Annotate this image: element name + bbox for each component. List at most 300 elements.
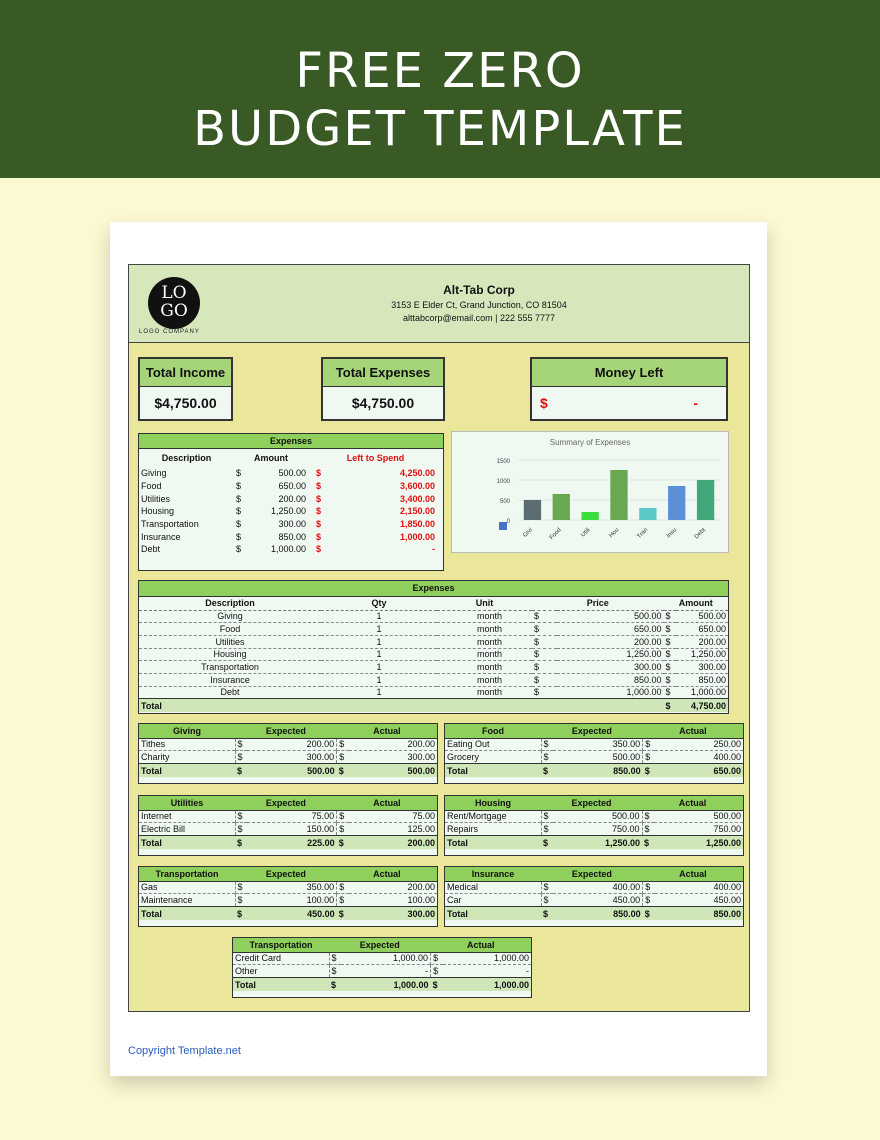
detail-amount-dollar: $ — [665, 649, 671, 660]
summary-left-value: 1,000.00 — [399, 531, 435, 542]
category-name: Transportation — [249, 939, 313, 950]
category-row — [139, 894, 437, 907]
chart-svg — [452, 432, 728, 552]
category-total-label: Total — [445, 763, 541, 777]
category-expected-header: Expected — [265, 725, 306, 736]
category-actual-dollar: $ — [337, 810, 349, 823]
category-item: Charity — [141, 752, 170, 763]
category-total-label: Total — [445, 906, 541, 920]
summary-amount: 500.00 — [278, 468, 306, 479]
summary-amount: 300.00 — [278, 519, 306, 530]
category-row — [445, 810, 743, 823]
category-expected-header: Expected — [359, 939, 400, 950]
detail-amount: 650.00 — [698, 624, 726, 635]
detail-amount: 500.00 — [698, 611, 726, 622]
category-actual-header: Actual — [373, 797, 401, 808]
detail-qty: 1 — [376, 624, 382, 635]
category-expected-header: Expected — [571, 725, 612, 736]
chart-x-label: Insu — [665, 527, 679, 540]
category-actual-header: Actual — [373, 868, 401, 879]
category-total-row — [139, 763, 437, 777]
summary-amount: 850.00 — [278, 531, 306, 542]
summary-desc: Housing — [141, 506, 175, 517]
detail-amount: 200.00 — [698, 636, 726, 647]
detail-row — [139, 610, 728, 623]
category-total-row — [445, 906, 743, 920]
detail-price: 200.00 — [633, 636, 662, 647]
category-expected: 400.00 — [612, 882, 641, 893]
category-item: Car — [447, 895, 462, 906]
company-name: Alt-Tab Corp — [443, 283, 515, 297]
detail-amount: 850.00 — [698, 674, 726, 685]
chart-x-label: Food — [548, 527, 563, 542]
category-expected: 450.00 — [612, 895, 641, 906]
summary-desc: Debt — [141, 544, 161, 555]
category-total-e-dollar: $ — [235, 763, 247, 777]
category-actual-header: Actual — [679, 868, 707, 879]
summary-dollar: $ — [236, 493, 242, 504]
logo-text-1: LO — [161, 283, 187, 303]
detail-qty: 1 — [376, 662, 382, 673]
summary-left-dollar: $ — [316, 519, 322, 530]
chart-x-label: Utili — [580, 527, 592, 539]
category-name: Insurance — [471, 868, 515, 879]
detail-desc: Housing — [213, 649, 247, 660]
summary-left-value: - — [432, 544, 435, 555]
category-actual-dollar: $ — [337, 738, 349, 751]
category-expected-dollar: $ — [541, 738, 553, 751]
money-left-value: - — [693, 395, 698, 411]
category-actual-dollar: $ — [643, 881, 655, 894]
money-left-value-row — [532, 387, 726, 419]
summary-desc: Insurance — [141, 531, 181, 542]
logo-text-2: GO — [160, 301, 188, 321]
summary-amount: 1,000.00 — [270, 544, 306, 555]
category-actual-dollar: $ — [431, 965, 443, 978]
category-expected-header: Expected — [571, 868, 612, 879]
detail-desc: Giving — [217, 611, 243, 622]
detail-qty: 1 — [376, 674, 382, 685]
detail-row — [139, 623, 728, 636]
detail-unit: month — [476, 649, 502, 660]
category-total-a-dollar: $ — [643, 763, 655, 777]
money-left-card — [530, 357, 728, 421]
chart-title: Summary of Expenses — [549, 438, 631, 447]
detail-qty: 1 — [376, 649, 382, 660]
category-expected-dollar: $ — [329, 952, 341, 965]
category-row — [445, 738, 743, 751]
detail-price-dollar: $ — [534, 674, 540, 685]
category-actual: 750.00 — [713, 824, 741, 835]
detail-price: 1,000.00 — [626, 687, 662, 698]
category-expected: 350.00 — [612, 739, 641, 750]
detail-price-dollar: $ — [534, 624, 540, 635]
category-item: Rent/Mortgage — [447, 811, 507, 822]
category-actual: 450.00 — [713, 895, 741, 906]
detail-total-dollar: $ — [664, 699, 676, 712]
summary-header-left: Left to Spend — [346, 453, 405, 463]
category-table — [444, 866, 744, 927]
category-total-e-dollar: $ — [541, 835, 553, 849]
summary-desc: Food — [141, 481, 162, 492]
category-expected-header: Expected — [265, 797, 306, 808]
category-expected-dollar: $ — [541, 810, 553, 823]
category-actual: 100.00 — [407, 895, 435, 906]
detail-unit: month — [476, 611, 502, 622]
category-row — [233, 965, 531, 978]
detail-row — [139, 661, 728, 674]
category-total-expected: 1,250.00 — [553, 835, 642, 849]
detail-amount-dollar: $ — [665, 674, 671, 685]
company-header — [129, 265, 749, 343]
category-expected: 200.00 — [306, 739, 335, 750]
category-expected-dollar: $ — [541, 881, 553, 894]
category-expected: 100.00 — [306, 895, 335, 906]
category-actual: 300.00 — [407, 752, 435, 763]
detail-unit: month — [476, 687, 502, 698]
category-expected-dollar: $ — [541, 894, 553, 907]
category-actual: 75.00 — [412, 811, 435, 822]
category-row — [233, 952, 531, 965]
category-expected: 150.00 — [306, 824, 335, 835]
detail-price: 1,250.00 — [626, 649, 662, 660]
category-total-a-dollar: $ — [642, 835, 654, 849]
category-actual-header: Actual — [373, 725, 401, 736]
detail-row — [139, 648, 728, 661]
category-row — [445, 751, 743, 764]
detail-price: 500.00 — [633, 611, 662, 622]
detail-desc: Transportation — [201, 662, 259, 673]
category-expected: 350.00 — [306, 882, 335, 893]
category-item: Internet — [141, 811, 172, 822]
category-expected-dollar: $ — [329, 965, 341, 978]
category-expected-dollar: $ — [541, 823, 553, 836]
logo-company: LOGO COMPANY — [139, 329, 200, 335]
summary-row — [139, 530, 443, 543]
summary-row — [139, 518, 443, 531]
category-expected-dollar: $ — [235, 738, 247, 751]
summary-desc: Giving — [141, 468, 167, 479]
detail-amount-dollar: $ — [665, 624, 671, 635]
summary-left-dollar: $ — [316, 468, 322, 479]
category-total-actual: 650.00 — [655, 763, 743, 777]
detail-row — [139, 686, 728, 699]
detail-header-desc: Description — [205, 598, 255, 609]
chart-x-label: Tran — [636, 527, 650, 540]
detail-row — [139, 635, 728, 648]
category-total-actual: 500.00 — [349, 763, 437, 777]
category-total-expected: 1,000.00 — [341, 977, 431, 991]
category-row — [445, 894, 743, 907]
detail-row — [139, 673, 728, 686]
detail-header-unit: Unit — [475, 598, 494, 609]
category-total-expected: 850.00 — [553, 906, 643, 920]
category-name: Housing — [475, 797, 511, 808]
category-table — [444, 795, 744, 856]
category-total-label: Total — [139, 835, 235, 849]
category-expected-header: Expected — [571, 797, 612, 808]
category-table — [138, 795, 438, 856]
category-expected: 750.00 — [611, 824, 640, 835]
detail-amount-dollar: $ — [665, 662, 671, 673]
category-expected-dollar: $ — [235, 894, 247, 907]
category-actual-header: Actual — [679, 725, 707, 736]
chart-y-tick: 500 — [499, 499, 510, 505]
detail-desc: Utilities — [215, 636, 245, 647]
detail-qty: 1 — [376, 636, 382, 647]
summary-left-dollar: $ — [316, 506, 322, 517]
category-total-a-dollar: $ — [431, 977, 443, 991]
detail-unit: month — [476, 674, 502, 685]
category-total-label: Total — [233, 977, 329, 991]
category-total-e-dollar: $ — [329, 977, 341, 991]
category-row — [139, 810, 437, 823]
category-expected-dollar: $ — [235, 881, 247, 894]
expenses-detail-table — [138, 580, 729, 714]
summary-dollar: $ — [236, 468, 242, 479]
category-actual: 200.00 — [407, 739, 435, 750]
category-total-row — [445, 835, 743, 849]
chart-bar — [610, 470, 627, 520]
category-total-row — [139, 835, 437, 849]
summary-chart — [451, 431, 729, 553]
detail-qty: 1 — [376, 611, 382, 622]
summary-header-amount: Amount — [254, 453, 288, 463]
category-item: Eating Out — [447, 739, 490, 750]
category-actual-dollar: $ — [337, 881, 349, 894]
chart-x-label: Debt — [693, 527, 707, 541]
detail-amount: 300.00 — [698, 662, 726, 673]
total-income-label: Total Income — [140, 359, 231, 387]
category-name: Giving — [172, 725, 201, 736]
summary-dollar: $ — [236, 506, 242, 517]
document-page — [110, 222, 767, 1076]
category-total-expected: 850.00 — [553, 763, 643, 777]
chart-bar — [697, 480, 714, 520]
category-total-a-dollar: $ — [643, 906, 655, 920]
category-total-e-dollar: $ — [541, 906, 553, 920]
detail-price: 850.00 — [633, 674, 662, 685]
category-actual-dollar: $ — [337, 894, 349, 907]
category-total-a-dollar: $ — [337, 835, 349, 849]
chart-x-label: Givi — [522, 527, 534, 539]
category-expected: 300.00 — [306, 752, 335, 763]
expenses-summary-table — [138, 433, 444, 571]
detail-amount: 1,000.00 — [690, 687, 726, 698]
budget-sheet — [128, 264, 750, 1012]
category-item: Grocery — [447, 752, 480, 763]
banner — [0, 0, 880, 178]
category-total-actual: 1,000.00 — [443, 977, 531, 991]
category-item: Electric Bill — [141, 824, 186, 835]
summary-left-dollar: $ — [316, 493, 322, 504]
category-name: Transportation — [155, 868, 219, 879]
category-row — [445, 881, 743, 894]
detail-qty: 1 — [376, 687, 382, 698]
total-expenses-label: Total Expenses — [323, 359, 443, 387]
summary-dollar: $ — [236, 531, 242, 542]
expenses-detail-title: Expenses — [139, 581, 728, 597]
category-expected-dollar: $ — [541, 751, 553, 764]
category-expected: 75.00 — [311, 811, 335, 822]
category-actual: 400.00 — [713, 882, 741, 893]
chart-bar — [668, 486, 685, 520]
category-row — [139, 751, 437, 764]
detail-price-dollar: $ — [534, 662, 540, 673]
detail-amount-dollar: $ — [665, 636, 671, 647]
company-contact: alttabcorp@email.com | 222 555 7777 — [402, 313, 556, 323]
summary-dollar: $ — [236, 519, 242, 530]
summary-row — [139, 505, 443, 518]
category-actual: 400.00 — [713, 752, 741, 763]
detail-price-dollar: $ — [534, 611, 540, 622]
category-total-label: Total — [139, 906, 235, 920]
category-name: Utilities — [170, 797, 204, 808]
chart-y-tick: 1500 — [496, 459, 510, 465]
category-actual-dollar: $ — [337, 823, 349, 836]
category-total-expected: 450.00 — [247, 906, 337, 920]
category-actual: 125.00 — [407, 824, 435, 835]
logo-icon — [148, 277, 200, 329]
detail-unit: month — [476, 624, 502, 635]
detail-price-dollar: $ — [534, 636, 540, 647]
category-expected: 1,000.00 — [393, 953, 429, 964]
total-income-card — [138, 357, 233, 421]
summary-left-value: 3,600.00 — [399, 481, 435, 492]
category-total-row — [139, 906, 437, 920]
chart-bar — [581, 512, 598, 520]
detail-header-qty: Qty — [371, 598, 387, 609]
category-expected: - — [425, 966, 429, 977]
chart-x-label: Hou — [608, 527, 621, 540]
summary-row — [139, 492, 443, 505]
category-total-label: Total — [445, 835, 541, 849]
category-total-a-dollar: $ — [337, 763, 349, 777]
total-expenses-value: $4,750.00 — [351, 395, 415, 411]
category-total-actual: 1,250.00 — [654, 835, 743, 849]
company-info — [309, 283, 649, 323]
category-actual: 250.00 — [713, 739, 741, 750]
category-total-e-dollar: $ — [235, 906, 247, 920]
category-row — [139, 738, 437, 751]
category-total-actual: 850.00 — [655, 906, 743, 920]
category-row — [445, 823, 743, 836]
detail-desc: Debt — [220, 687, 240, 698]
category-actual-dollar: $ — [643, 738, 655, 751]
summary-row — [139, 467, 443, 480]
category-actual: 500.00 — [713, 811, 741, 822]
detail-amount: 1,250.00 — [690, 649, 726, 660]
category-total-row — [445, 763, 743, 777]
copyright-link[interactable]: Copyright Template.net — [128, 1045, 241, 1057]
detail-desc: Insurance — [210, 674, 250, 685]
category-table — [138, 723, 438, 784]
category-expected-header: Expected — [265, 868, 306, 879]
detail-header-price: Price — [586, 598, 609, 609]
category-total-expected: 225.00 — [247, 835, 337, 849]
detail-total-value: 4,750.00 — [676, 699, 728, 712]
detail-amount-dollar: $ — [665, 687, 671, 698]
summary-row — [139, 480, 443, 493]
category-actual-dollar: $ — [643, 751, 655, 764]
category-row — [139, 823, 437, 836]
summary-left-value: 1,850.00 — [399, 519, 435, 530]
category-total-e-dollar: $ — [541, 763, 553, 777]
total-income-value: $4,750.00 — [154, 395, 217, 411]
summary-desc: Transportation — [141, 519, 199, 530]
summary-amount: 1,250.00 — [270, 506, 306, 517]
category-actual: - — [526, 966, 529, 977]
summary-left-value: 2,150.00 — [399, 506, 435, 517]
detail-price: 650.00 — [633, 624, 662, 635]
summary-left-value: 3,400.00 — [399, 493, 435, 504]
category-actual: 1,000.00 — [493, 953, 529, 964]
category-expected: 500.00 — [612, 752, 641, 763]
category-item: Tithes — [141, 739, 166, 750]
category-expected-dollar: $ — [235, 823, 247, 836]
detail-price-dollar: $ — [534, 687, 540, 698]
category-table — [138, 866, 438, 927]
category-actual: 200.00 — [407, 882, 435, 893]
summary-dollar: $ — [236, 544, 242, 555]
detail-price-dollar: $ — [534, 649, 540, 660]
category-total-actual: 200.00 — [349, 835, 437, 849]
summary-left-dollar: $ — [316, 531, 322, 542]
summary-desc: Utilities — [141, 493, 171, 504]
category-item: Credit Card — [235, 953, 282, 964]
chart-legend-marker — [499, 522, 507, 530]
chart-y-tick: 0 — [506, 519, 510, 525]
category-total-label: Total — [139, 763, 235, 777]
category-table — [444, 723, 744, 784]
detail-desc: Food — [219, 624, 241, 635]
total-expenses-card — [321, 357, 445, 421]
summary-amount: 650.00 — [278, 481, 306, 492]
category-actual-dollar: $ — [431, 952, 443, 965]
chart-bar — [639, 508, 656, 520]
money-left-symbol: $ — [540, 395, 548, 411]
banner-line-2: BUDGET TEMPLATE — [193, 101, 687, 157]
category-total-expected: 500.00 — [247, 763, 337, 777]
summary-left-dollar: $ — [316, 481, 322, 492]
category-item: Repairs — [447, 824, 479, 835]
banner-line-1: FREE ZERO — [295, 43, 585, 99]
detail-price: 300.00 — [633, 662, 662, 673]
category-expected: 500.00 — [611, 811, 640, 822]
category-total-row — [233, 977, 531, 991]
chart-bar — [524, 500, 541, 520]
category-name: Food — [482, 725, 504, 736]
category-actual-header: Actual — [467, 939, 495, 950]
category-expected-dollar: $ — [235, 810, 247, 823]
summary-dollar: $ — [236, 481, 242, 492]
category-item: Medical — [447, 882, 479, 893]
category-total-e-dollar: $ — [235, 835, 247, 849]
category-item: Maintenance — [141, 895, 193, 906]
summary-amount: 200.00 — [278, 493, 306, 504]
summary-header-desc: Description — [161, 453, 212, 463]
category-row — [139, 881, 437, 894]
category-table — [232, 937, 532, 998]
detail-total-label: Total — [139, 699, 664, 712]
chart-y-tick: 1000 — [496, 479, 510, 485]
company-address: 3153 E Elder Ct, Grand Junction, CO 81504 — [391, 300, 567, 310]
summary-row — [139, 543, 443, 556]
category-actual-header: Actual — [678, 797, 707, 808]
summary-left-dollar: $ — [316, 544, 322, 555]
category-actual-dollar: $ — [642, 810, 654, 823]
detail-unit: month — [476, 662, 502, 673]
